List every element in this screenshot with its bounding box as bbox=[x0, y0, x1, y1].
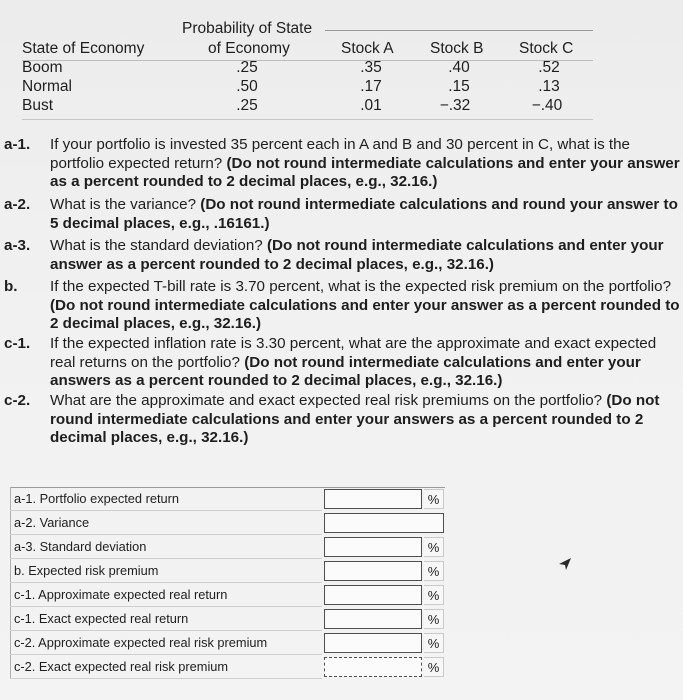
answer-label: c-2. Exact expected real risk premium bbox=[10, 655, 322, 679]
portfolio-expected-return-input[interactable] bbox=[324, 489, 422, 509]
question-label: c-1. bbox=[4, 335, 31, 352]
variance-input[interactable] bbox=[324, 513, 444, 533]
answer-label: a-3. Standard deviation bbox=[10, 535, 322, 559]
approx-real-risk-premium-input[interactable] bbox=[324, 633, 422, 653]
row-boom-c: .52 bbox=[538, 59, 560, 76]
answer-row-c1-approx bbox=[10, 583, 445, 607]
answer-label: c-2. Approximate expected real risk premium bbox=[10, 631, 322, 655]
question-label: a-1. bbox=[4, 136, 31, 153]
answer-label: b. Expected risk premium bbox=[10, 559, 322, 583]
row-normal-state: Normal bbox=[22, 78, 72, 95]
answer-row-b bbox=[10, 559, 445, 583]
probability-table bbox=[0, 0, 683, 125]
question-instruction: (Do not round intermediate calculations and round your answer to 5 decimal places, e.g., .16161.) bbox=[50, 196, 678, 232]
header-probability-line1: Probability of State bbox=[182, 20, 313, 37]
question-text: If the expected inflation rate is 3.30 percent, what are the approximate and exact expected real returns on the portfolio? bbox=[50, 335, 657, 371]
question-text: What is the variance? bbox=[50, 196, 201, 213]
question-text: What is the standard deviation? bbox=[50, 237, 267, 254]
answer-label: c-1. Exact expected real return bbox=[10, 607, 322, 631]
question-instruction: (Do not round intermediate calculations and enter your answer as a percent rounded to 2 decimal places, e.g., 32.16.) bbox=[50, 237, 664, 273]
percent-unit: % bbox=[424, 537, 444, 557]
header-state: State of Economy bbox=[22, 40, 145, 57]
percent-unit: % bbox=[424, 657, 444, 677]
header-rule bbox=[325, 30, 593, 31]
row-normal-a: .17 bbox=[360, 78, 382, 95]
answer-row-a1 bbox=[10, 487, 445, 511]
question-text: If the expected T-bill rate is 3.70 percent, what is the expected risk premium on the portfolio? bbox=[50, 278, 672, 295]
answer-label: a-2. Variance bbox=[10, 511, 322, 535]
percent-unit: % bbox=[424, 609, 444, 629]
question-label: b. bbox=[4, 278, 18, 295]
exact-real-return-input[interactable] bbox=[324, 609, 422, 629]
header-stock-c: Stock C bbox=[519, 40, 574, 57]
answer-row-c1-exact bbox=[10, 607, 445, 631]
question-label: a-3. bbox=[4, 237, 31, 254]
row-normal-prob: .50 bbox=[236, 78, 258, 95]
row-bust-a: .01 bbox=[360, 97, 382, 114]
question-instruction: (Do not round intermediate calculations and enter your answer as a percent rounded to 2 decimal places, e.g., 32.16.) bbox=[50, 154, 680, 191]
row-bust-c: −.40 bbox=[531, 97, 563, 114]
question-instruction: (Do not round intermediate calculations and enter your answer as a percent rounded to 2 decimal places, e.g., 32.16.) bbox=[50, 296, 680, 333]
answer-label: a-1. Portfolio expected return bbox=[10, 487, 322, 511]
percent-unit: % bbox=[424, 561, 444, 581]
question-text: What are the approximate and exact expected real risk premiums on the portfolio? bbox=[50, 392, 607, 409]
answer-row-a3 bbox=[10, 535, 445, 559]
row-boom-prob: .25 bbox=[236, 59, 258, 76]
header-probability-line2: of Economy bbox=[208, 40, 290, 57]
percent-unit: % bbox=[424, 585, 444, 605]
row-normal-b: .15 bbox=[448, 78, 470, 95]
question-label: a-2. bbox=[4, 196, 31, 213]
table-bottom-rule bbox=[22, 119, 593, 120]
percent-unit: % bbox=[424, 489, 444, 509]
question-label: c-2. bbox=[4, 392, 31, 409]
answer-row-c2-exact bbox=[10, 655, 445, 679]
row-bust-state: Bust bbox=[22, 97, 54, 114]
question-text: If your portfolio is invested 35 percent each in A and B and 30 percent in C, what is the portfolio expected return? bbox=[50, 136, 631, 172]
header-underline bbox=[22, 60, 593, 61]
answer-label: c-1. Approximate expected real return bbox=[10, 583, 322, 607]
row-normal-c: .13 bbox=[538, 78, 560, 95]
mouse-pointer-icon bbox=[558, 557, 572, 571]
approx-real-return-input[interactable] bbox=[324, 585, 422, 605]
percent-unit: % bbox=[424, 633, 444, 653]
row-boom-a: .35 bbox=[360, 59, 382, 76]
header-stock-a: Stock A bbox=[341, 40, 394, 57]
question-instruction: (Do not round intermediate calculations and enter your answers as a percent rounded to 2 decimal places, e.g., 32.16.) bbox=[50, 392, 660, 447]
standard-deviation-input[interactable] bbox=[324, 537, 422, 557]
answer-row-c2-approx bbox=[10, 631, 445, 655]
question-instruction: (Do not round intermediate calculations and enter your answers as a percent rounded to 2 decimal places, e.g., 32.16.) bbox=[50, 353, 641, 390]
row-boom-state: Boom bbox=[22, 59, 63, 76]
row-bust-prob: .25 bbox=[236, 97, 258, 114]
exact-real-risk-premium-input[interactable] bbox=[324, 657, 422, 677]
expected-risk-premium-input[interactable] bbox=[324, 561, 422, 581]
row-bust-b: −.32 bbox=[439, 97, 471, 114]
header-stock-b: Stock B bbox=[430, 40, 484, 57]
answer-row-a2 bbox=[10, 511, 445, 535]
row-boom-b: .40 bbox=[448, 59, 470, 76]
